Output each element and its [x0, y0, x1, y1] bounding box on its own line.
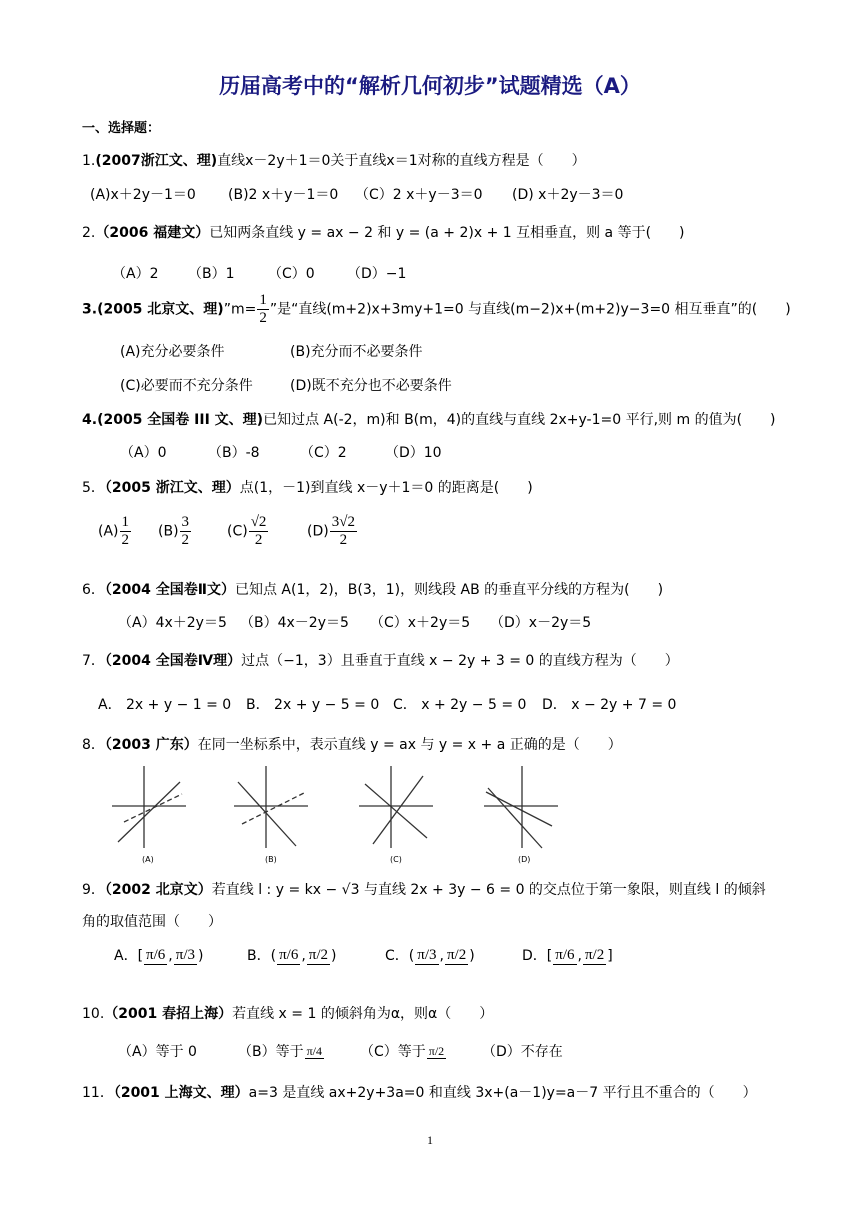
value: π/3: [175, 947, 195, 963]
denominator: 2: [121, 532, 130, 548]
fraction: [583, 947, 606, 965]
graph-label-d: (D): [518, 855, 531, 864]
question-source: (2007浙江文、理): [95, 153, 218, 169]
question-source: （2002 北京文）: [104, 882, 212, 898]
option-b: [238, 1041, 325, 1061]
fraction: [427, 1045, 446, 1059]
option-label: (C): [227, 523, 248, 540]
value: π/3: [417, 947, 437, 963]
option-a: (A)x＋2y－1＝0: [90, 187, 196, 203]
option-d: （D）−1: [347, 266, 407, 282]
line: [488, 788, 542, 848]
line: [124, 794, 182, 822]
option-a: [98, 514, 132, 549]
question-stem: 若直线 x = 1 的倾斜角为α，则α（ ）: [232, 1006, 494, 1022]
question-source: （2003 广东）: [104, 737, 198, 753]
question-10: [82, 1003, 493, 1023]
option-c: C． x + 2y − 5 = 0: [393, 697, 527, 713]
numerator: 1: [259, 292, 267, 308]
question-number: 6．: [82, 582, 105, 598]
option-d: [307, 514, 358, 549]
option-b: （B）4x－2y＝5: [240, 615, 349, 631]
line: [373, 776, 423, 844]
page-title: 历届高考中的“解析几何初步”试题精选（A）: [219, 74, 641, 98]
fraction: [307, 947, 330, 965]
question-5: [82, 477, 533, 497]
numerator: 3: [181, 514, 190, 530]
option-c: C．( π/3 , π/2 ): [385, 947, 475, 964]
question-3: [82, 292, 791, 327]
numerator: 1: [121, 514, 130, 530]
fraction: [305, 1045, 324, 1059]
question-number: 2.: [82, 225, 96, 241]
question-stem-prefix: ”m=: [223, 301, 257, 318]
question-number: 8．: [82, 737, 105, 753]
value: π/6: [146, 947, 166, 963]
value: π/2: [308, 947, 329, 963]
bracket: (: [408, 948, 415, 964]
question-stem: 点(1，－1)到直线 x－y＋1＝0 的距离是( ): [239, 480, 533, 496]
option-text: （C）等于: [360, 1044, 426, 1060]
question-source: （2004 全国卷Ⅳ理）: [104, 653, 242, 669]
option-b: （B）1: [188, 266, 235, 282]
option-label: A．: [114, 948, 138, 964]
option-d: D． x − 2y + 7 = 0: [542, 697, 677, 713]
question-number: 11．: [82, 1085, 114, 1101]
option-label: (D): [307, 523, 329, 540]
question-number: 4.: [82, 412, 98, 428]
fraction: [415, 947, 438, 965]
graph-label-b: (B): [265, 855, 277, 864]
question-stem: 已知两条直线 y = ax − 2 和 y = (a + 2)x + 1 互相垂直，则 a 等于( ): [209, 225, 685, 241]
question-7: [82, 650, 679, 670]
option-c: [360, 1041, 447, 1061]
option-c: （C）x＋2y＝5: [370, 615, 471, 631]
section-heading: 一、选择题：: [82, 121, 161, 136]
question-number: 7．: [82, 653, 105, 669]
option-label: D．: [522, 948, 547, 964]
option-label: (A): [98, 523, 119, 540]
value: π/6: [279, 947, 299, 963]
fraction: [120, 514, 132, 549]
value: π/2: [428, 1044, 445, 1058]
question-1: [82, 150, 586, 170]
question-4: [82, 409, 776, 429]
question-number: 1.: [82, 153, 96, 169]
option-b: B． 2x + y − 5 = 0: [246, 697, 380, 713]
option-b: (B)充分而不必要条件: [290, 344, 423, 360]
graph-d: [482, 762, 562, 852]
option-b: (B)2 x＋y－1＝0: [228, 187, 339, 203]
page-number: 1: [427, 1133, 433, 1147]
option-a: A． 2x + y − 1 = 0: [98, 697, 232, 713]
question-source: （2001 春招上海）: [104, 1006, 233, 1022]
fraction: [249, 514, 269, 549]
question-2: [82, 222, 685, 242]
question-stem: 已知过点 A(-2，m)和 B(m，4)的直线与直线 2x+y-1=0 平行,则 m 的值为( ): [263, 412, 776, 428]
question-number: 5．: [82, 480, 105, 496]
question-number: 3.: [82, 301, 98, 318]
fraction: [144, 947, 167, 965]
denominator: 2: [181, 532, 190, 548]
question-9-continued: 角的取值范围（ ）: [82, 914, 222, 930]
option-a: （A）2: [112, 266, 159, 282]
option-d: (D)既不充分也不必要条件: [290, 378, 452, 394]
line: [118, 782, 180, 842]
question-8: [82, 734, 622, 754]
question-stem: 直线x－2y＋1＝0关于直线x＝1对称的直线方程是（ ）: [217, 153, 586, 169]
option-a: A．[ π/6 , π/3 ): [114, 947, 204, 964]
option-d: (D) x＋2y－3＝0: [512, 187, 624, 203]
question-source: （2006 福建文）: [95, 225, 210, 241]
question-stem: 在同一坐标系中，表示直线 y = ax 与 y = x + a 正确的是（ ）: [197, 737, 622, 753]
option-d: （D）10: [385, 445, 442, 461]
denominator: 2: [254, 532, 263, 548]
question-stem: ”是“直线(m+2)x+3my+1=0 与直线(m−2)x+(m+2)y−3=0 相互垂直”的( ): [269, 301, 791, 318]
question-source: （2005 浙江文、理）: [104, 480, 240, 496]
option-b: （B）-8: [208, 445, 260, 461]
question-source: （2004 全国卷Ⅱ文）: [104, 582, 235, 598]
value: π/4: [306, 1044, 323, 1058]
option-a: （A）0: [120, 445, 167, 461]
question-stem: 过点（−1，3）且垂直于直线 x − 2y + 3 = 0 的直线方程为（ ）: [241, 653, 679, 669]
fraction: [257, 292, 269, 327]
option-c: (C)必要而不充分条件: [120, 378, 253, 394]
bracket: ): [331, 948, 337, 964]
option-b: B．( π/6 , π/2 ): [247, 947, 337, 964]
option-a: （A）等于 0: [118, 1044, 197, 1060]
question-source: (2005 北京文、理): [97, 301, 224, 318]
question-9: [82, 879, 766, 899]
option-d: （D）x－2y＝5: [490, 615, 592, 631]
bracket: ): [469, 948, 475, 964]
option-a: (A)充分必要条件: [120, 344, 225, 360]
fraction: [174, 947, 197, 965]
graph-label-c: (C): [390, 855, 402, 864]
option-c: [227, 514, 269, 549]
fraction: [445, 947, 468, 965]
bracket: ): [198, 948, 204, 964]
line: [365, 784, 427, 838]
option-label: C．: [385, 948, 409, 964]
bracket: [: [546, 948, 553, 964]
bracket: (: [270, 948, 277, 964]
option-c: （C）0: [268, 266, 315, 282]
question-number: 10.: [82, 1006, 105, 1022]
graph-a: [110, 762, 190, 852]
question-6: [82, 579, 663, 599]
option-d: （D）不存在: [482, 1044, 563, 1060]
value: π/6: [555, 947, 575, 963]
question-stem: 已知点 A(1，2)，B(3，1)，则线段 AB 的垂直平分线的方程为( ): [234, 582, 664, 598]
fraction: [277, 947, 300, 965]
option-text: （B）等于: [238, 1044, 304, 1060]
option-label: (B): [158, 523, 179, 540]
value: π/2: [446, 947, 467, 963]
line: [238, 782, 296, 846]
bracket: ]: [607, 948, 613, 964]
graph-b: [232, 762, 312, 852]
option-d: D．[ π/6 , π/2 ]: [522, 947, 613, 964]
question-source: (2005 全国卷 III 文、理): [97, 412, 264, 428]
numerator: 3√2: [331, 514, 355, 530]
graph-c: [357, 762, 437, 852]
graph-label-a: (A): [142, 855, 154, 864]
denominator: 2: [259, 310, 267, 326]
question-11: [82, 1082, 757, 1102]
question-stem: 若直线 l : y = kx − √3 与直线 2x + 3y − 6 = 0 的交点位于第一象限，则直线 l 的倾斜: [211, 882, 766, 898]
question-stem: a=3 是直线 ax+2y+3a=0 和直线 3x+(a－1)y=a－7 平行且不重合的（ ）: [248, 1085, 757, 1101]
denominator: 2: [339, 532, 348, 548]
option-b: [158, 514, 192, 549]
fraction: [330, 514, 357, 549]
option-a: （A）4x＋2y＝5: [118, 615, 227, 631]
fraction: [553, 947, 576, 965]
option-label: B．: [247, 948, 271, 964]
question-source: （2001 上海文、理）: [113, 1085, 249, 1101]
numerator: √2: [250, 514, 267, 530]
option-c: （C）2 x＋y－3＝0: [355, 187, 483, 203]
value: π/2: [584, 947, 605, 963]
question-number: 9．: [82, 882, 105, 898]
fraction: [180, 514, 192, 549]
bracket: [: [137, 948, 144, 964]
option-c: （C）2: [300, 445, 347, 461]
